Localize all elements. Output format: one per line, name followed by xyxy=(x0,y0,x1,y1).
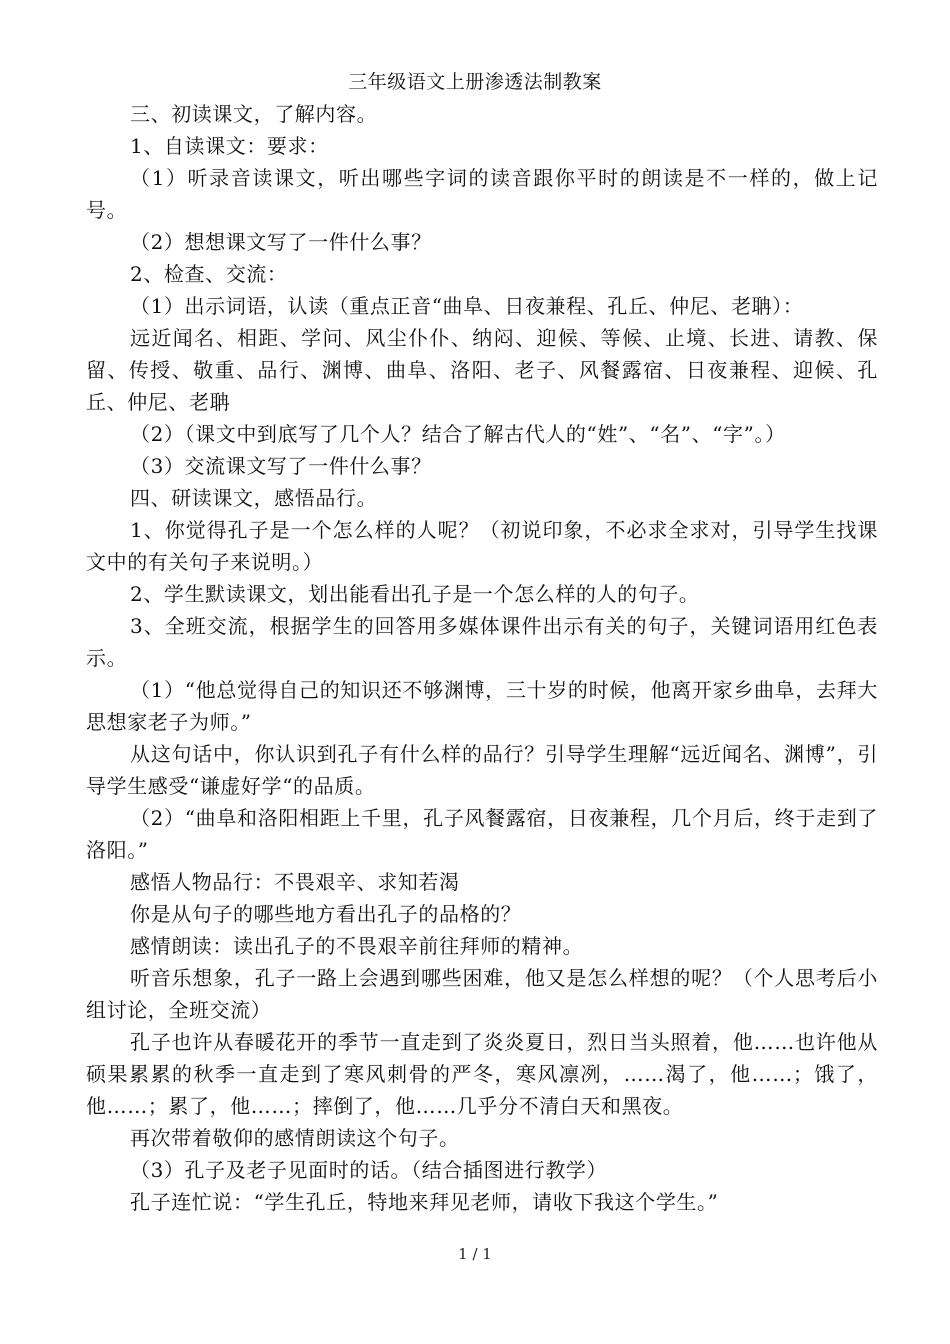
paragraph: （2）想想课文写了一件什么事？ xyxy=(130,230,432,254)
page-number: 1 / 1 xyxy=(458,1245,492,1263)
paragraph: 再次带着敬仰的感情朗读这个句子。 xyxy=(130,1126,460,1150)
paragraph: （3）孔子及老子见面时的话。（结合插图进行教学） xyxy=(130,1158,608,1182)
paragraph: （2）“曲阜和洛阳相距上千里，孔子风餐露宿，日夜兼程，几个月后，终于走到了洛阳。” xyxy=(86,806,878,862)
paragraph: 2、检查、交流： xyxy=(130,262,288,286)
document-body xyxy=(86,98,878,1218)
paragraph: 你是从句子的哪些地方看出孔子的品格的？ xyxy=(130,902,522,926)
paragraph: 感情朗读：读出孔子的不畏艰辛前往拜师的精神。 xyxy=(130,934,584,958)
paragraph: 孔子也许从春暖花开的季节一直走到了炎炎夏日，烈日当头照着，他……也许他从硕果累累的秋季一直走到了寒风刺骨的严冬，寒风凛冽，……渴了，他……；饿了，他……；累了，他……；摔倒了，他……几乎分不清白天和黑夜。 xyxy=(86,1030,878,1118)
paragraph: 2、学生默读课文，划出能看出孔子是一个怎么样的人的句子。 xyxy=(130,582,700,606)
paragraph: 3、全班交流，根据学生的回答用多媒体课件出示有关的句子，关键词语用红色表示。 xyxy=(86,614,878,670)
document-title: 三年级语文上册渗透法制教案 xyxy=(348,71,602,93)
paragraph: （1）听录音读课文，听出哪些字词的读音跟你平时的朗读是不一样的，做上记号。 xyxy=(86,166,878,222)
paragraph: 听音乐想象，孔子一路上会遇到哪些困难，他又是怎么样想的呢？（个人思考后小组讨论，全班交流） xyxy=(86,966,878,1022)
paragraph: （1）“他总觉得自己的知识还不够渊博，三十岁的时候，他离开家乡曲阜，去拜大思想家老子为师。” xyxy=(86,678,878,734)
paragraph: 1、自读课文：要求： xyxy=(130,134,329,158)
paragraph: （2）（课文中到底写了几个人？结合了解古代人的“姓”、“名”、“字”。） xyxy=(130,422,786,446)
paragraph: （3）交流课文写了一件什么事？ xyxy=(130,454,432,478)
paragraph: 远近闻名、相距、学问、风尘仆仆、纳闷、迎候、等候、止境、长进、请教、保留、传授、敬重、品行、渊博、曲阜、洛阳、老子、风餐露宿、日夜兼程、迎候、孔丘、仲尼、老聃 xyxy=(86,326,878,414)
paragraph: 三、初读课文，了解内容。 xyxy=(130,102,378,126)
paragraph: 1、你觉得孔子是一个怎么样的人呢？（初说印象，不必求全求对，引导学生找课文中的有关句子来说明。） xyxy=(86,518,878,574)
paragraph: 感悟人物品行：不畏艰辛、求知若渴 xyxy=(130,870,460,894)
paragraph: 四、研读课文，感悟品行。 xyxy=(130,486,378,510)
paragraph: 从这句话中，你认识到孔子有什么样的品行？引导学生理解“远近闻名、渊博”，引导学生感受“谦虚好学“的品质。 xyxy=(86,742,878,798)
paragraph: （1）出示词语，认读（重点正音“曲阜、日夜兼程、孔丘、仲尼、老聃）： xyxy=(130,294,804,318)
paragraph: 孔子连忙说：“学生孔丘，特地来拜见老师，请收下我这个学生。” xyxy=(130,1190,719,1214)
